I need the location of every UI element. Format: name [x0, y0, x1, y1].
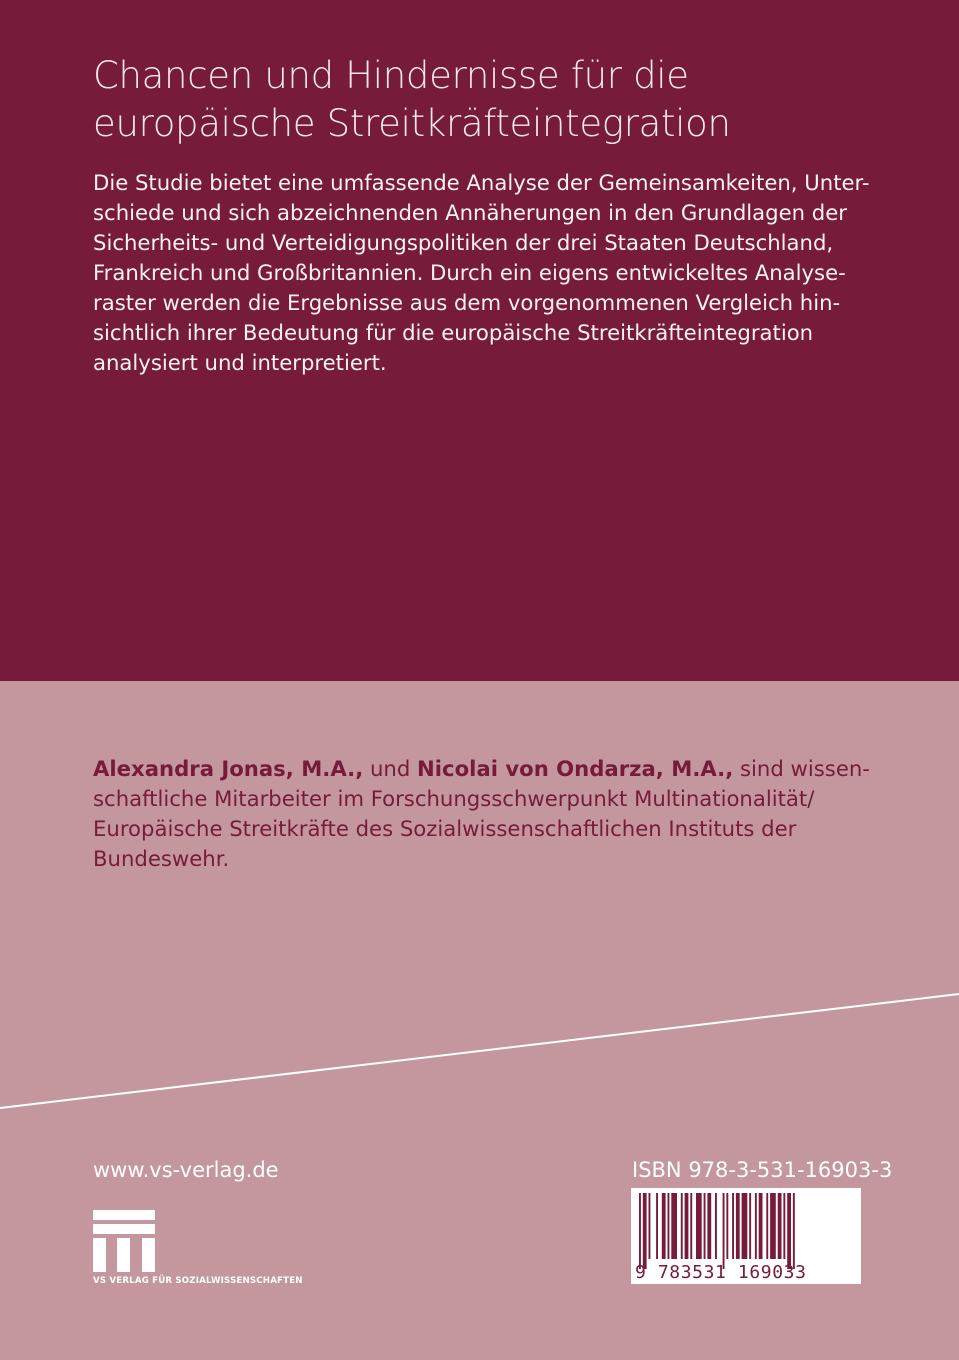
barcode-bar — [759, 1193, 763, 1259]
publisher-logo-icon — [93, 1210, 155, 1272]
isbn-label: ISBN 978-3-531-16903-3 — [632, 1158, 893, 1182]
author-bio-line: Bundeswehr. — [93, 846, 230, 871]
author-bio — [93, 754, 913, 874]
barcode-bar — [681, 1193, 683, 1259]
barcode-bar — [787, 1193, 791, 1269]
blurb-line: raster werden die Ergebnisse aus dem vorgenommenen Vergleich hin- — [93, 290, 841, 315]
publisher-logo-text: VS VERLAG FÜR SOZIALWISSENSCHAFTEN — [93, 1276, 303, 1286]
author-bio-line — [93, 754, 913, 784]
isbn-barcode — [631, 1188, 861, 1284]
diagonal-divider-line — [0, 990, 959, 1120]
barcode-bar — [649, 1193, 651, 1259]
book-title — [93, 52, 913, 148]
barcode-bar — [656, 1193, 658, 1259]
barcode-bar — [715, 1193, 717, 1259]
barcode-bar — [639, 1193, 641, 1269]
author-bio-line: Europäische Streitkräfte des Sozialwissenschaftlichen Instituts der — [93, 816, 797, 841]
barcode-bar — [690, 1193, 692, 1259]
blurb-line: analysiert und interpretiert. — [93, 350, 387, 375]
blurb-line: Die Studie bietet eine umfassende Analyse der Gemeinsamkeiten, Unter- — [93, 170, 870, 195]
author-connector: und — [363, 756, 418, 781]
barcode-bar — [778, 1193, 782, 1259]
blurb-line: sichtlich ihrer Bedeutung für die europäische Streitkräfteintegration — [93, 320, 814, 345]
blurb-line: schiede und sich abzeichnenden Annäherungen in den Grundlagen der — [93, 200, 847, 225]
title-line: Chancen und Hindernisse für die — [93, 54, 689, 97]
barcode-bar — [770, 1193, 776, 1259]
author-name-1: Alexandra Jonas, M.A., — [93, 756, 364, 781]
barcode-bar — [723, 1193, 725, 1269]
barcode-bar — [732, 1193, 734, 1259]
barcode-bar — [766, 1193, 768, 1259]
barcode-bar — [749, 1193, 751, 1259]
barcode-bars — [631, 1188, 861, 1284]
barcode-bar — [668, 1193, 670, 1259]
barcode-bar — [755, 1193, 757, 1259]
barcode-digits: 9 783531 169033 — [635, 1262, 807, 1283]
barcode-bar — [662, 1193, 666, 1259]
barcode-bar — [783, 1193, 785, 1259]
barcode-bar — [671, 1193, 677, 1259]
barcode-bar — [643, 1193, 647, 1269]
barcode-bar — [726, 1193, 728, 1259]
blurb-text — [93, 168, 913, 378]
barcode-bar — [742, 1193, 748, 1259]
barcode-bar — [696, 1193, 702, 1259]
blurb-line: Frankreich und Großbritannien. Durch ein eigens entwickeltes Analyse- — [93, 260, 846, 285]
barcode-bar — [736, 1193, 740, 1259]
barcode-bar — [793, 1193, 795, 1269]
author-name-2: Nicolai von Ondarza, M.A., — [417, 756, 734, 781]
barcode-bar — [707, 1193, 711, 1259]
author-bio-rest: sind wissen- — [733, 756, 870, 781]
title-line: europäische Streitkräfteintegration — [93, 102, 731, 145]
publisher-url: www.vs-verlag.de — [93, 1158, 279, 1182]
author-bio-line: schaftliche Mitarbeiter im Forschungsschwerpunkt Multinationalität/ — [93, 786, 815, 811]
barcode-bar — [685, 1193, 689, 1259]
barcode-bar — [704, 1193, 706, 1259]
blurb-line: Sicherheits- und Verteidigungspolitiken der drei Staaten Deutschland, — [93, 230, 834, 255]
